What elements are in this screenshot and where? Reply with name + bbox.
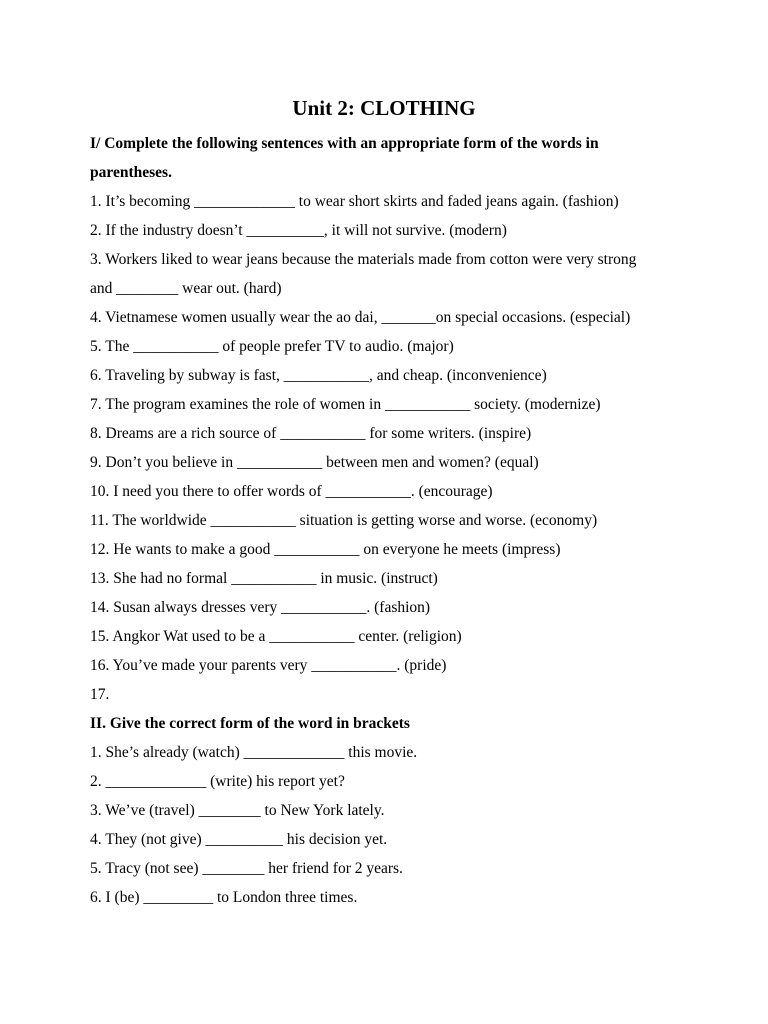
exercise-item: 8. Dreams are a rich source of ___________ for some writers. (inspire) [90,425,532,442]
section-1-heading-cont: parentheses. [90,164,172,181]
exercise-item: 4. Vietnamese women usually wear the ao dai, _______on special occasions. (especial) [90,309,631,326]
section-1-items [90,187,690,709]
exercise-item: 12. He wants to make a good ___________ on everyone he meets (impress) [90,541,561,558]
section-2-items [90,738,690,912]
page-title: Unit 2: CLOTHING [292,96,476,120]
worksheet-content [90,129,690,912]
exercise-item: 15. Angkor Wat used to be a ___________ center. (religion) [90,628,462,645]
exercise-item: 11. The worldwide ___________ situation is getting worse and worse. (economy) [90,512,598,529]
exercise-item: 13. She had no formal ___________ in music. (instruct) [90,570,438,587]
section-2-heading: II. Give the correct form of the word in brackets [90,715,410,732]
exercise-item: 7. The program examines the role of women in ___________ society. (modernize) [90,396,601,413]
exercise-item: 1. It’s becoming _____________ to wear short skirts and faded jeans again. (fashion) [90,193,619,210]
exercise-item: 3. We’ve (travel) ________ to New York lately. [90,802,385,819]
exercise-item: 2. _____________ (write) his report yet? [90,773,345,790]
exercise-item: 6. Traveling by subway is fast, ___________, and cheap. (inconvenience) [90,367,547,384]
exercise-item: 14. Susan always dresses very ___________. (fashion) [90,599,431,616]
exercise-item: 9. Don’t you believe in ___________ between men and women? (equal) [90,454,539,471]
exercise-item-cont: and ________ wear out. (hard) [90,280,282,297]
exercise-item: 5. The ___________ of people prefer TV to audio. (major) [90,338,454,355]
exercise-item: 6. I (be) _________ to London three times. [90,889,358,906]
exercise-item: 17. [90,686,110,703]
section-1-heading: I/ Complete the following sentences with an appropriate form of the words in [90,135,599,152]
exercise-item: 5. Tracy (not see) ________ her friend for 2 years. [90,860,403,877]
exercise-item: 3. Workers liked to wear jeans because the materials made from cotton were very strong [90,251,637,268]
exercise-item: 4. They (not give) __________ his decision yet. [90,831,388,848]
exercise-item: 2. If the industry doesn’t __________, it will not survive. (modern) [90,222,507,239]
exercise-item: 16. You’ve made your parents very ___________. (pride) [90,657,447,674]
exercise-item: 1. She’s already (watch) _____________ this movie. [90,744,418,761]
exercise-item: 10. I need you there to offer words of ___________. (encourage) [90,483,493,500]
